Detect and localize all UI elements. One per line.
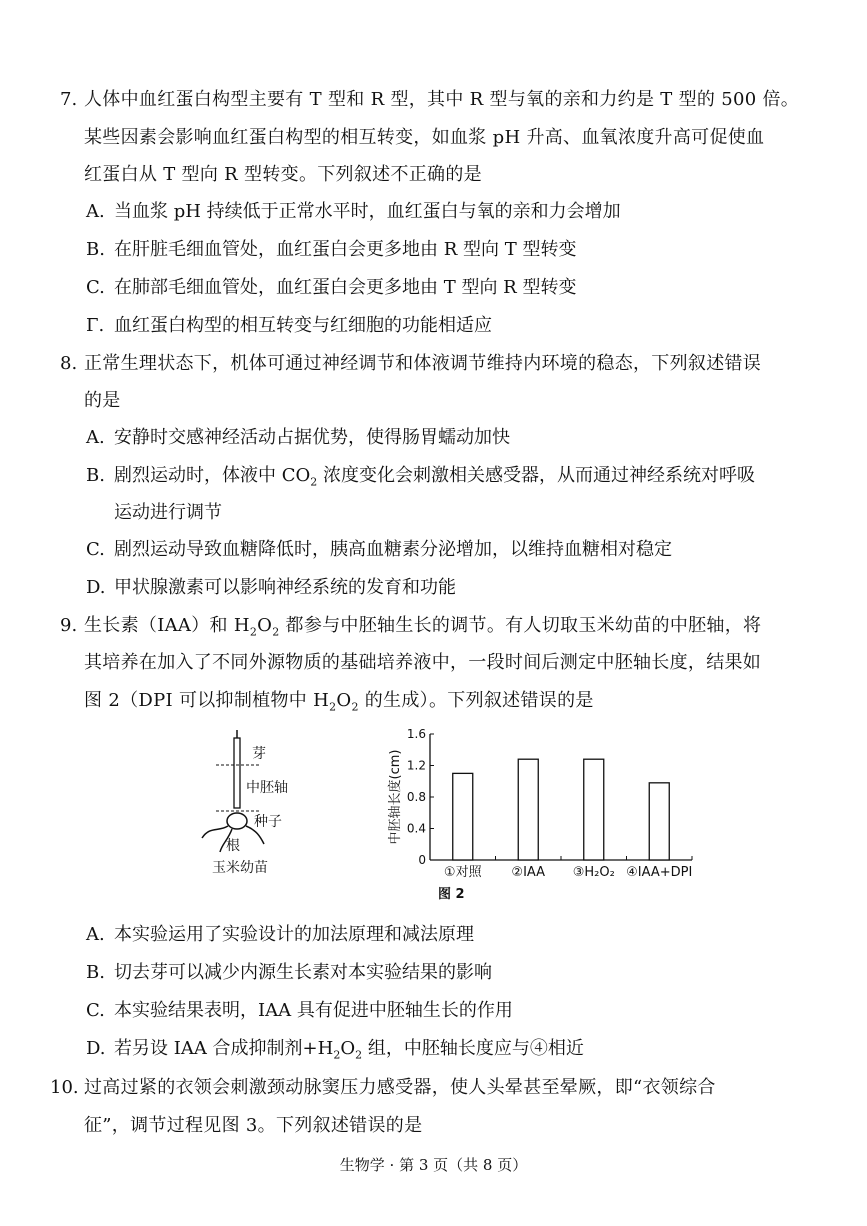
seedling-diagram xyxy=(190,728,320,878)
bar xyxy=(649,783,669,860)
option-text: 当血浆 pH 持续低于正常水平时，血红蛋白与氧的亲和力会增加 xyxy=(114,201,621,222)
q8-option-a xyxy=(86,426,510,450)
option-text: 甲状腺激素可以影响神经系统的发育和功能 xyxy=(114,577,456,598)
option-label: D. xyxy=(86,1038,106,1059)
chart-y-axis-label: 中胚轴长度(cm) xyxy=(388,749,403,845)
q7-number: 7. xyxy=(60,89,78,110)
option-text-pre: 若另设 IAA 合成抑制剂+H xyxy=(114,1038,334,1059)
option-text: 在肝脏毛细血管处，血红蛋白会更多地由 R 型向 T 型转变 xyxy=(114,239,577,260)
page-footer: 生物学 · 第 3 页（共 8 页） xyxy=(339,1156,528,1174)
chart-bars xyxy=(453,759,670,860)
bar-chart xyxy=(385,720,700,905)
option-label: C. xyxy=(86,1000,105,1021)
y-tick-label: 1.2 xyxy=(406,758,426,773)
option-text: 在肺部毛细血管处，血红蛋白会更多地由 T 型向 R 型转变 xyxy=(114,277,577,298)
option-text-pre: 剧烈运动时，体液中 CO xyxy=(114,465,311,486)
q7-option-b xyxy=(86,238,576,262)
q10-number: 10. xyxy=(50,1077,79,1098)
q9-option-d xyxy=(86,1037,584,1061)
q10-stem-line-1: 过高过紧的衣领会刺激颈动脉窦压力感受器，使人头晕甚至晕厥，即“衣领综合 xyxy=(84,1077,716,1098)
q7-stem-line-3: 红蛋白从 T 型向 R 型转变。下列叙述不正确的是 xyxy=(84,164,482,185)
q8-option-b xyxy=(86,464,755,488)
q9-option-a xyxy=(86,923,474,947)
option-text: 本实验结果表明，IAA 具有促进中胚轴生长的作用 xyxy=(114,1000,513,1021)
q9-option-c xyxy=(86,999,513,1023)
category-label: ②IAA xyxy=(511,865,546,880)
bar xyxy=(518,759,538,860)
category-label: ④IAA+DPI xyxy=(626,865,693,880)
stem-shape xyxy=(234,738,240,808)
q7-stem-line-1: 人体中血红蛋白构型主要有 T 型和 R 型，其中 R 型与氧的亲和力约是 T 型的 500 倍。 xyxy=(84,89,800,110)
subscript: 2 xyxy=(272,625,280,639)
category-label: ①对照 xyxy=(443,865,482,880)
seedling-caption: 玉米幼苗 xyxy=(212,860,268,876)
option-label: D. xyxy=(86,577,106,598)
option-label: A. xyxy=(86,427,105,448)
label-bud: 芽 xyxy=(252,746,266,762)
q8-option-c xyxy=(86,538,672,562)
q9-option-b xyxy=(86,961,492,985)
bar xyxy=(453,773,473,860)
y-tick-label: 1.6 xyxy=(406,727,426,741)
option-label: B. xyxy=(86,465,105,486)
q8-option-d xyxy=(86,576,456,600)
label-mesocotyl: 中胚轴 xyxy=(246,780,288,796)
subscript: 2 xyxy=(249,625,258,639)
option-text: 血红蛋白构型的相互转变与红细胞的功能相适应 xyxy=(114,315,492,336)
figure-caption: 图 2 xyxy=(438,887,465,902)
stem-text: 都参与中胚轴生长的调节。有人切取玉米幼苗的中胚轴，将 xyxy=(279,615,762,636)
option-label: C. xyxy=(86,539,105,560)
y-tick-label: 0.8 xyxy=(406,790,426,804)
stem-text: O xyxy=(336,690,352,711)
stem-text: 图 2（DPI 可以抑制植物中 H xyxy=(84,690,330,711)
q8-stem-line-1: 正常生理状态下，机体可通过神经调节和体液调节维持内环境的稳态，下列叙述错误 xyxy=(84,353,762,374)
stem-text: O xyxy=(257,615,273,636)
q9-number: 9. xyxy=(60,615,78,636)
q7-option-c xyxy=(86,276,576,300)
option-text: 本实验运用了实验设计的加法原理和减法原理 xyxy=(114,924,474,945)
subscript: 2 xyxy=(329,700,337,714)
option-text-post: 浓度变化会刺激相关感受器，从而通过神经系统对呼吸 xyxy=(317,465,755,486)
bar xyxy=(584,759,604,860)
option-text: 安静时交感神经活动占据优势，使得肠胃蠕动加快 xyxy=(114,427,510,448)
q7-stem-line-2: 某些因素会影响血红蛋白构型的相互转变，如血浆 pH 升高、血氧浓度升高可促使血 xyxy=(84,127,765,148)
label-root: 根 xyxy=(226,838,240,854)
stem-text: 的生成）。下列叙述错误的是 xyxy=(358,690,594,711)
option-text-post: 组，中胚轴长度应与④相近 xyxy=(362,1038,584,1059)
option-label: Γ. xyxy=(86,315,105,336)
y-tick-label: 0.4 xyxy=(406,821,426,836)
q8-stem-line-2: 的是 xyxy=(84,390,121,411)
stem-text: 生长素（IAA）和 H xyxy=(84,615,250,636)
q10-stem-line-2: 征”，调节过程见图 3。下列叙述错误的是 xyxy=(84,1115,423,1136)
q9-stem-line-2: 其培养在加入了不同外源物质的基础培养液中，一段时间后测定中胚轴长度，结果如 xyxy=(84,652,762,673)
seed-shape xyxy=(227,813,247,829)
root-left xyxy=(202,826,228,838)
q7-option-a xyxy=(86,200,621,224)
option-label: B. xyxy=(86,239,105,260)
option-subscript: 2 xyxy=(333,1048,341,1062)
option-label: C. xyxy=(86,277,105,298)
option-text: 剧烈运动导致血糖降低时，胰高血糖素分泌增加，以维持血糖相对稳定 xyxy=(114,539,672,560)
q8-number: 8. xyxy=(60,353,78,374)
y-tick-label: 0 xyxy=(418,853,426,867)
option-subscript: 2 xyxy=(310,475,318,489)
q7-option-d xyxy=(86,314,492,338)
option-text-mid: O xyxy=(340,1038,356,1059)
option-label: B. xyxy=(86,962,105,983)
subscript: 2 xyxy=(351,700,359,714)
option-subscript: 2 xyxy=(355,1048,363,1062)
category-label: ③H₂O₂ xyxy=(572,865,615,880)
option-label: A. xyxy=(86,201,105,222)
option-label: A. xyxy=(86,924,105,945)
q8-option-b-continued: 运动进行调节 xyxy=(114,502,222,523)
chart-category-labels xyxy=(444,864,692,880)
q9-stem-line-3 xyxy=(84,689,594,713)
label-seed: 种子 xyxy=(254,814,282,830)
option-text: 切去芽可以减少内源生长素对本实验结果的影响 xyxy=(114,962,492,983)
q9-stem-line-1 xyxy=(84,614,761,638)
